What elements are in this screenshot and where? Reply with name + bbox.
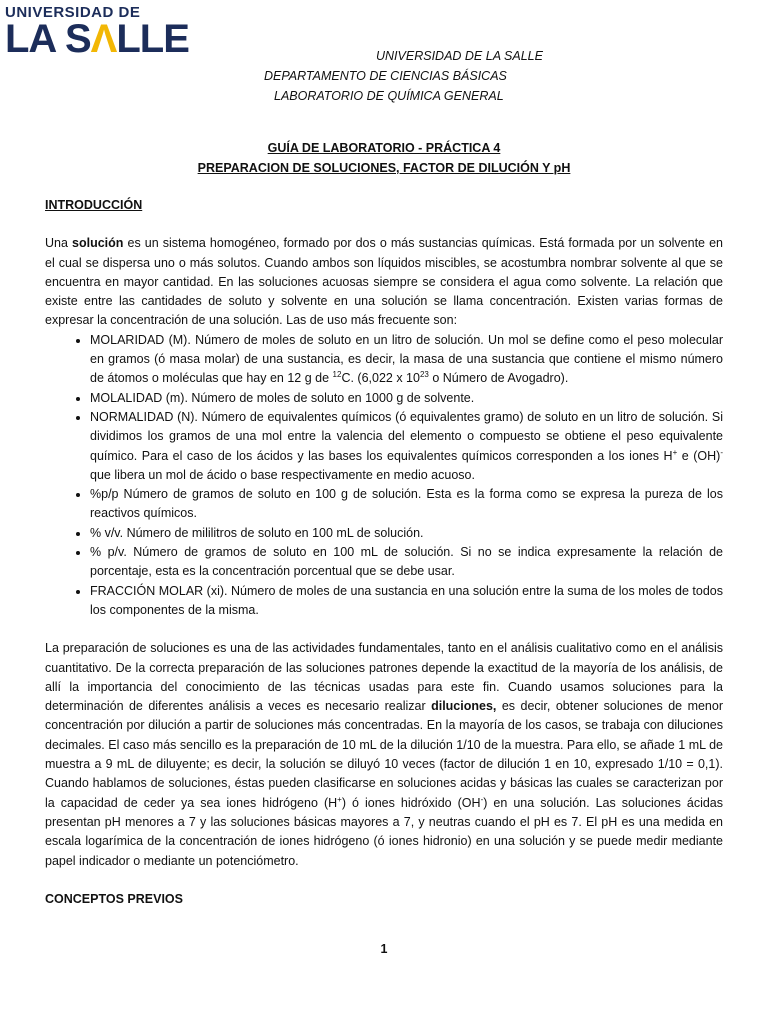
intro-paragraph-1 [45, 234, 723, 330]
list-item-molaridad [90, 331, 723, 389]
p2-text-b: es decir, obtener soluciones de menor concentración por dilución a partir de soluciones más concentradas. En la mayoría de los casos, se trabaja con diluciones decimales. El caso más sencillo es la preparación de 10 mL de la dilución 1/10 de la muestra. Para ello, se añade 1 mL de muestra a 9 mL de diluyente; es decir, la solución se diluyó 10 veces (factor de dilución 1 en 10, expresado 1/10 = 0,1). Cuando hablamos de soluciones, éstas pueden clasificarse en soluciones acidas y básicas las cuales se caracterizan por la capacidad de ceder ya sea iones hidrógeno (H [45, 699, 723, 810]
logo-main-text [5, 19, 195, 59]
b1-text-b: C. (6,022 x 10 [341, 371, 420, 386]
b3-sup-1: + [672, 447, 678, 457]
p1-text-a: Una [45, 236, 73, 251]
list-item-pp: • %p/p Número de gramos de soluto en 100 g de solución. Esta es la forma como se expresa la pureza de los reactivos químicos. [90, 485, 723, 524]
p2-sup-1: + [337, 794, 342, 804]
b3-sup-2: - [720, 447, 723, 457]
p1-text-b: es un sistema homogéneo, formado por dos o más sustancias químicas. Está formada por un solvente en el cual se dispersa uno o más solutos. Cuando ambos son líquidos miscibles, se acostumbra nombrar solvente al que se encuentra en mayor cantidad. En las soluciones acuosas siempre se considera el agua como solvente. La relación que existe entre las cantidades de soluto y solvente en una solución se llama concentración. Existen varias formas de expresar la concentración de una solución. Las de uso más frecuente son: [45, 236, 723, 328]
b1-sup-1: 12 [332, 370, 342, 380]
p2-text-d: ) en una solución. Las soluciones ácidas presentan pH menores a 7 y las soluciones básicas mayores a 7, y neutras cuando el pH es 7. El pH es una medida en escala logarímica de la concentración de iones hidrógeno (ó iones hidronio) en una solución y se puede medir mediante papel indicador o mediante un potenciómetro. [45, 795, 723, 868]
b3-text-b: e (OH) [677, 448, 721, 463]
list-item-vv: • % v/v. Número de mililitros de soluto en 100 mL de solución. [90, 524, 723, 543]
p1-bold-term: solución [72, 236, 124, 251]
header-line-3: LABORATORIO DE QUÍMICA GENERAL [274, 89, 504, 103]
b3-text-c: que libera un mol de ácido o base respectivamente en medio acuoso. [90, 467, 475, 482]
concentration-list [45, 331, 723, 620]
p2-text-c: ) ó iones hidróxido (OH [341, 795, 481, 810]
b1-text-c: o Número de Avogadro). [428, 371, 569, 386]
list-item-pv: • % p/v. Número de gramos de soluto en 100 mL de solución. Si no se indica expresamente la relación de porcentaje, esta es la concentración porcentual que se debe usar. [90, 543, 723, 582]
intro-heading: INTRODUCCIÓN [45, 198, 143, 212]
list-item-molalidad: • MOLALIDAD (m). Número de moles de soluto en 1000 g de solvente. [90, 389, 723, 408]
list-item-normalidad [90, 408, 723, 485]
p2-sup-2: - [480, 794, 484, 804]
document-title [0, 138, 768, 178]
list-item-fraccion-molar: • FRACCIÓN MOLAR (xi). Número de moles de una sustancia en una solución entre la suma de los moles de todos los componentes de la misma. [90, 582, 723, 621]
title-line-2: PREPARACION DE SOLUCIONES, FACTOR DE DILUCIÓN Y pH [197, 161, 571, 175]
document-body [45, 196, 723, 909]
logo-top-text: UNIVERSIDAD DE [5, 4, 141, 21]
header-line-1: UNIVERSIDAD DE LA SALLE [376, 49, 543, 63]
p2-bold-term: diluciones, [431, 699, 497, 714]
logo-main-part-1: LA S [5, 17, 91, 61]
intro-paragraph-2 [45, 639, 723, 871]
university-logo [5, 4, 195, 64]
b1-text-a: MOLARIDAD (M). Número de moles de soluto en un litro de solución. Un mol se define como el peso molecular en gramos (ó masa molar) de una sustancia, es decir, la masa de una sustancia que contiene el mismo número de átomos o moléculas que hay en 12 g de [90, 332, 723, 386]
page-number: 1 [380, 942, 388, 956]
logo-main-part-2: LLE [116, 17, 189, 61]
p2-text-a: La preparación de soluciones es una de las actividades fundamentales, tanto en el análisis cualitativo como en el análisis cuantitativo. De la correcta preparación de las soluciones patrones depende la exactitud de la mayoría de los análisis, de allí la importancia del conocimiento de las técnicas usadas para este fin. Cuando usamos soluciones para la determinación de diferentes análisis a veces es necesario realizar [45, 641, 723, 714]
header-line-2: DEPARTAMENTO DE CIENCIAS BÁSICAS [264, 69, 507, 83]
logo-lambda-mark: Λ [90, 17, 117, 61]
b1-sup-2: 23 [419, 370, 429, 380]
title-line-1: GUÍA DE LABORATORIO - PRÁCTICA 4 [267, 141, 501, 155]
concepts-heading: CONCEPTOS PREVIOS [45, 891, 183, 906]
b3-text-a: NORMALIDAD (N). Número de equivalentes químicos (ó equivalentes gramo) de soluto en un litro de solución. Si dividimos los gramos de una mol entre la valencia del elemento o compuesto se obtiene el peso equivalente químico. Para el caso de los ácidos y las bases los equivalentes químicos corresponden a los iones H [90, 409, 723, 463]
